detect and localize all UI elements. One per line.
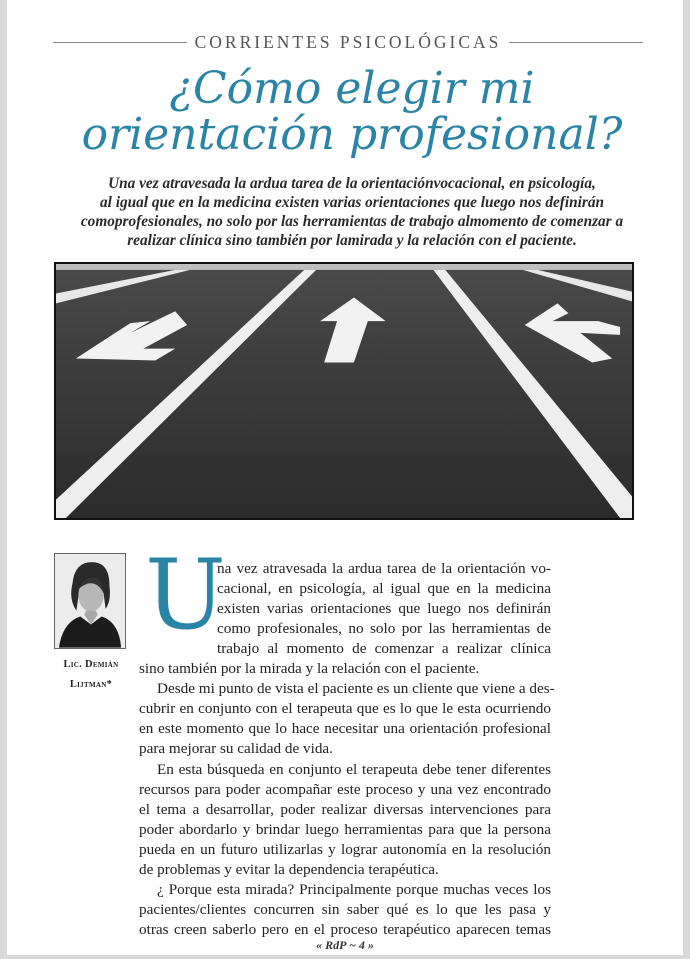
page-footer: « RdP ~ 4 » (316, 938, 374, 952)
body-line: poder abordarlo y brindar luego herramientas para que la persona (139, 821, 551, 838)
body-line: pueda en un futuro utilizarlas y lograr autonomía en la resolución (139, 841, 551, 858)
road-arrows-photo (54, 262, 634, 520)
road-arrows-illustration (56, 264, 632, 518)
author-name-line: Lijtman* (69, 679, 113, 690)
body-line: como profesionales, no solo por las herramientas de (217, 620, 551, 637)
lead-line: comoprofesionales, no solo por las herramientas de trabajo almomento de comenzar a (80, 213, 624, 230)
author-name-line: Lic. Demián (63, 659, 119, 670)
section-rule-right (509, 42, 643, 43)
author-portrait (55, 554, 125, 648)
author-photo (54, 553, 126, 649)
body-line: en este momento que lo hace necesitar una orientación profesional (139, 720, 551, 737)
body-line: trabajo al momento de comenzar a realizar clínica (217, 640, 551, 657)
body-line: para mejorar su calidad de vida. (139, 740, 333, 757)
body-line: otras creen saberlo pero en el proceso terapéutico aparecen temas (139, 921, 551, 938)
author-name (47, 655, 135, 695)
lead-line: al igual que en la medicina existen varias orientaciones que luego nos definirán (100, 194, 604, 211)
body-line: el tema a desarrollar, poder realizar diversas intervenciones para (139, 801, 551, 818)
magazine-page (7, 0, 683, 955)
lead-line: realizar clínica sino también por lamirada y la relación con el paciente. (127, 232, 577, 249)
section-rule-left (53, 42, 187, 43)
section-header (53, 33, 643, 51)
lead-line: Una vez atravesada la ardua tarea de la orientaciónvocacional, en psicología, (108, 175, 596, 192)
drop-cap: U (145, 539, 226, 651)
body-line: pacientes/clientes concurren sin saber qué es lo que les pasa y (139, 901, 551, 918)
body-line: recursos para poder acompañar este proceso y una vez encontrado (139, 781, 551, 798)
body-line: sino también por la mirada y la relación con el paciente. (139, 660, 480, 677)
body-line: En esta búsqueda en conjunto el terapeuta debe tener diferentes (157, 761, 551, 778)
article-title (47, 63, 657, 160)
body-line: de problemas y evitar la dependencia terapéutica. (139, 861, 439, 878)
body-line: cacional, en psicología, al igual que en la medicina (217, 580, 551, 597)
title-line-2: orientación profesional? (81, 109, 623, 160)
body-line: na vez atravesada la ardua tarea de la orientación vo- (217, 560, 551, 577)
body-line: cubrir en conjunto con el terapeuta que es lo que le esta ocurriendo (139, 700, 551, 717)
body-line: Desde mi punto de vista el paciente es un cliente que viene a des- (157, 680, 555, 697)
body-line: ¿ Porque esta mirada? Principalmente porque muchas veces los (157, 881, 551, 898)
section-label: CORRIENTES PSICOLÓGICAS (194, 31, 502, 52)
body-line: existen varias orientaciones que luego nos definirán (217, 600, 551, 617)
article-lead (65, 174, 639, 250)
title-line-1: ¿Cómo elegir mi (169, 63, 535, 114)
